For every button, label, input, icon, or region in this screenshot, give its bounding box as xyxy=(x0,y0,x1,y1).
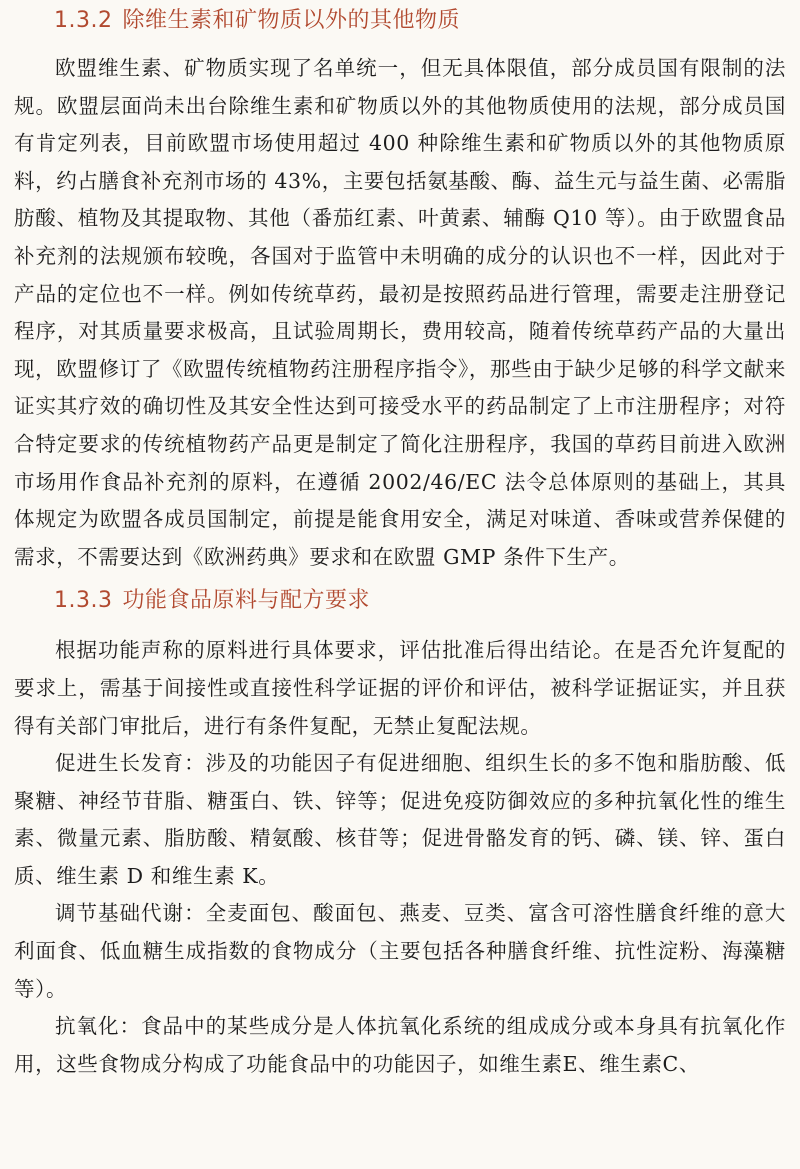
section-number: 1.3.2 xyxy=(54,8,113,33)
paragraph-metabolism: 调节基础代谢：全麦面包、酸面包、燕麦、豆类、富含可溶性膳食纤维的意大利面食、低血糖生成指数的食物成分（主要包括各种膳食纤维、抗性淀粉、海藻糖等）。 xyxy=(14,901,786,1001)
section-heading-1-3-2 xyxy=(14,0,786,50)
paragraph-growth: 促进生长发育：涉及的功能因子有促进细胞、组织生长的多不饱和脂肪酸、低聚糖、神经节苷脂、糖蛋白、铁、锌等；促进免疫防御效应的多种抗氧化性的维生素、微量元素、脂肪酸、精氨酸、核苷等；促进骨骼发育的钙、磷、镁、锌、蛋白质、维生素 D 和维生素 K。 xyxy=(14,751,786,888)
paragraph-1-3-2: 欧盟维生素、矿物质实现了名单统一，但无具体限值，部分成员国有限制的法规。欧盟层面尚未出台除维生素和矿物质以外的其他物质使用的法规，部分成员国有肯定列表，目前欧盟市场使用超过 400 种除维生素和矿物质以外的其他物质原料，约占膳食补充剂市场的 43%，主要包括氨基酸、酶、益生元与益生菌、必需脂肪酸、植物及其提取物、其他（番茄红素、叶黄素、辅酶 Q10 等）。由于欧盟食品补充剂的法规颁布较晚，各国对于监管中未明确的成分的认识也不一样，因此对于产品的定位也不一样。例如传统草药，最初是按照药品进行管理，需要走注册登记程序，对其质量要求极高，且试验周期长，费用较高，随着传统草药产品的大量出现，欧盟修订了《欧盟传统植物药注册程序指令》，那些由于缺少足够的科学文献来证实其疗效的确切性及其安全性达到可接受水平的药品制定了上市注册程序；对符合特定要求的传统植物药产品更是制定了简化注册程序，我国的草药目前进入欧洲市场用作食品补充剂的原料，在遵循 2002/46/EC 法令总体原则的基础上，其具体规定为欧盟各成员国制定，前提是能食用安全，满足对味道、香味或营养保健的需求，不需要达到《欧洲药典》要求和在欧盟 GMP 条件下生产。 xyxy=(14,56,786,569)
section-number: 1.3.3 xyxy=(54,588,113,614)
section-title: 除维生素和矿物质以外的其他物质 xyxy=(122,8,460,33)
paragraph-antioxidant: 抗氧化：食品中的某些成分是人体抗氧化系统的组成成分或本身具有抗氧化作用，这些食物成分构成了功能食品中的功能因子，如维生素E、维生素C、 xyxy=(14,1014,786,1076)
section-heading-1-3-3 xyxy=(14,576,786,632)
paragraph-1-3-3-intro: 根据功能声称的原料进行具体要求，评估批准后得出结论。在是否允许复配的要求上，需基于间接性或直接性科学证据的评价和评估，被科学证据证实，并且获得有关部门审批后，进行有条件复配，无禁止复配法规。 xyxy=(14,638,786,738)
section-title: 功能食品原料与配方要求 xyxy=(122,588,370,614)
